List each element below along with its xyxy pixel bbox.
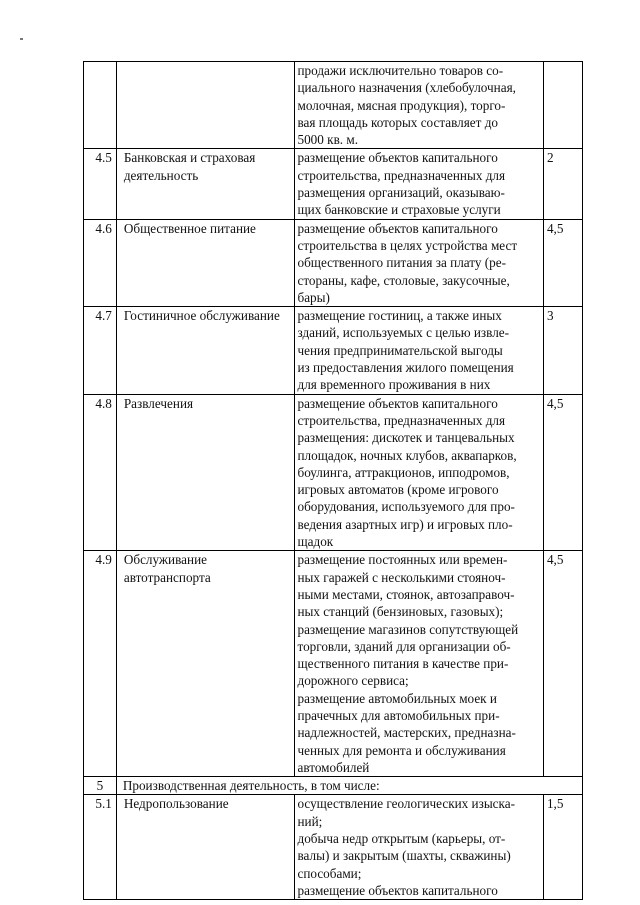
row-name: Общественное питание [116, 219, 295, 306]
description-line: для временного проживания в них [297, 377, 491, 393]
description-line: площадок, ночных клубов, аквапарков, [297, 447, 517, 463]
land-use-table [83, 61, 583, 900]
description-line: ведения азартных игр) и игровых пло- [297, 516, 513, 532]
description-line: стораны, кафе, столовые, закусочные, [297, 272, 510, 288]
description-line: из предоставления жилого помещения [297, 360, 514, 376]
description-line: щественного питания в качестве при- [297, 656, 509, 672]
row-value [543, 62, 582, 149]
row-name: Гостиничное обслуживание [116, 307, 295, 394]
table-row [84, 394, 583, 551]
description-line: размещение объектов капитального [297, 882, 498, 898]
description-line: строительства, предназначенных для [297, 167, 506, 183]
description-line: бары) [297, 289, 330, 305]
description-line: оборудования, используемого для про- [297, 499, 515, 515]
description-line: строительства в целях устройства мест [297, 237, 518, 253]
row-value: 4,5 [543, 394, 582, 551]
description-line: автомобилей [297, 759, 370, 775]
table-row [84, 62, 583, 149]
description-line: зданий, используемых с целью извле- [297, 325, 510, 341]
description-line: способами; [297, 865, 362, 881]
row-value: 4,5 [543, 219, 582, 306]
row-description [295, 219, 543, 306]
description-line: размещение постоянных или времен- [297, 552, 508, 568]
table-row [84, 307, 583, 394]
description-line: ных станций (бензиновых, газовых); [297, 604, 504, 620]
row-name: Банковская и страховая деятельность [116, 149, 295, 219]
row-name [116, 62, 295, 149]
description-line: дорожного сервиса; [297, 673, 409, 689]
description-line: вая площадь которых составляет до [297, 114, 499, 130]
row-code [84, 62, 117, 149]
row-code: 4.5 [84, 149, 117, 219]
row-name: Недропользование [116, 795, 295, 900]
row-code: 4.8 [84, 394, 117, 551]
row-value: 1,5 [543, 795, 582, 900]
description-line: 5000 кв. м. [297, 132, 359, 148]
description-line: чения предпринимательской выгоды [297, 342, 503, 358]
description-line: строительства, предназначенных для [297, 412, 506, 428]
row-description [295, 795, 543, 900]
row-value: 3 [543, 307, 582, 394]
description-line: продажи исключительно товаров со- [297, 63, 504, 78]
table-row [84, 219, 583, 306]
description-line: размещение автомобильных моек и [297, 690, 497, 706]
row-code: 4.7 [84, 307, 117, 394]
description-line: прачечных для автомобильных при- [297, 707, 500, 723]
section-code: 5 [84, 777, 117, 795]
description-line: размещение объектов капитального [297, 220, 498, 236]
description-line: щих банковские и страховые услуги [297, 202, 501, 218]
description-line: боулинга, аттракционов, ипподромов, [297, 464, 510, 480]
description-line: размещения организаций, оказываю- [297, 185, 505, 201]
row-code: 5.1 [84, 795, 117, 900]
row-value: 2 [543, 149, 582, 219]
description-line: ных гаражей с несколькими стояноч- [297, 569, 506, 585]
description-line: циального назначения (хлебобулочная, [297, 80, 516, 96]
description-line: общественного питания за плату (ре- [297, 255, 507, 271]
description-line: размещение гостиниц, а также иных [297, 308, 502, 324]
row-name: Развлечения [116, 394, 295, 551]
section-title: Производственная деятельность, в том числе: [116, 777, 582, 795]
description-line: размещение магазинов сопутствующей [297, 621, 519, 637]
row-description [295, 394, 543, 551]
row-value: 4,5 [543, 551, 582, 777]
table-row [84, 551, 583, 777]
table-row [84, 795, 583, 900]
table-row [84, 149, 583, 219]
row-description [295, 551, 543, 777]
description-line: ными местами, стоянок, автозаправоч- [297, 586, 515, 602]
description-line: ченных для ремонта и обслуживания [297, 742, 506, 758]
row-description [295, 307, 543, 394]
row-name: Обслуживание автотранспорта [116, 551, 295, 777]
description-line: добыча недр открытым (карьеры, от- [297, 831, 506, 847]
description-line: осуществление геологических изыска- [297, 796, 515, 812]
row-description [295, 62, 543, 149]
description-line: щадок [297, 534, 334, 550]
description-line: ний; [297, 813, 323, 829]
row-code: 4.6 [84, 219, 117, 306]
row-code: 4.9 [84, 551, 117, 777]
description-line: торговли, зданий для организации об- [297, 638, 511, 654]
description-line: размещение объектов капитального [297, 395, 498, 411]
section-row [84, 777, 583, 795]
scan-speck [20, 38, 23, 40]
description-line: игровых автоматов (кроме игрового [297, 482, 499, 498]
description-line: размещение объектов капитального [297, 150, 498, 166]
description-line: молочная, мясная продукция), торго- [297, 97, 506, 113]
description-line: валы) и закрытым (шахты, скважины) [297, 848, 511, 864]
row-description [295, 149, 543, 219]
description-line: надлежностей, мастерских, предназна- [297, 725, 516, 741]
description-line: размещения: дискотек и танцевальных [297, 430, 515, 446]
